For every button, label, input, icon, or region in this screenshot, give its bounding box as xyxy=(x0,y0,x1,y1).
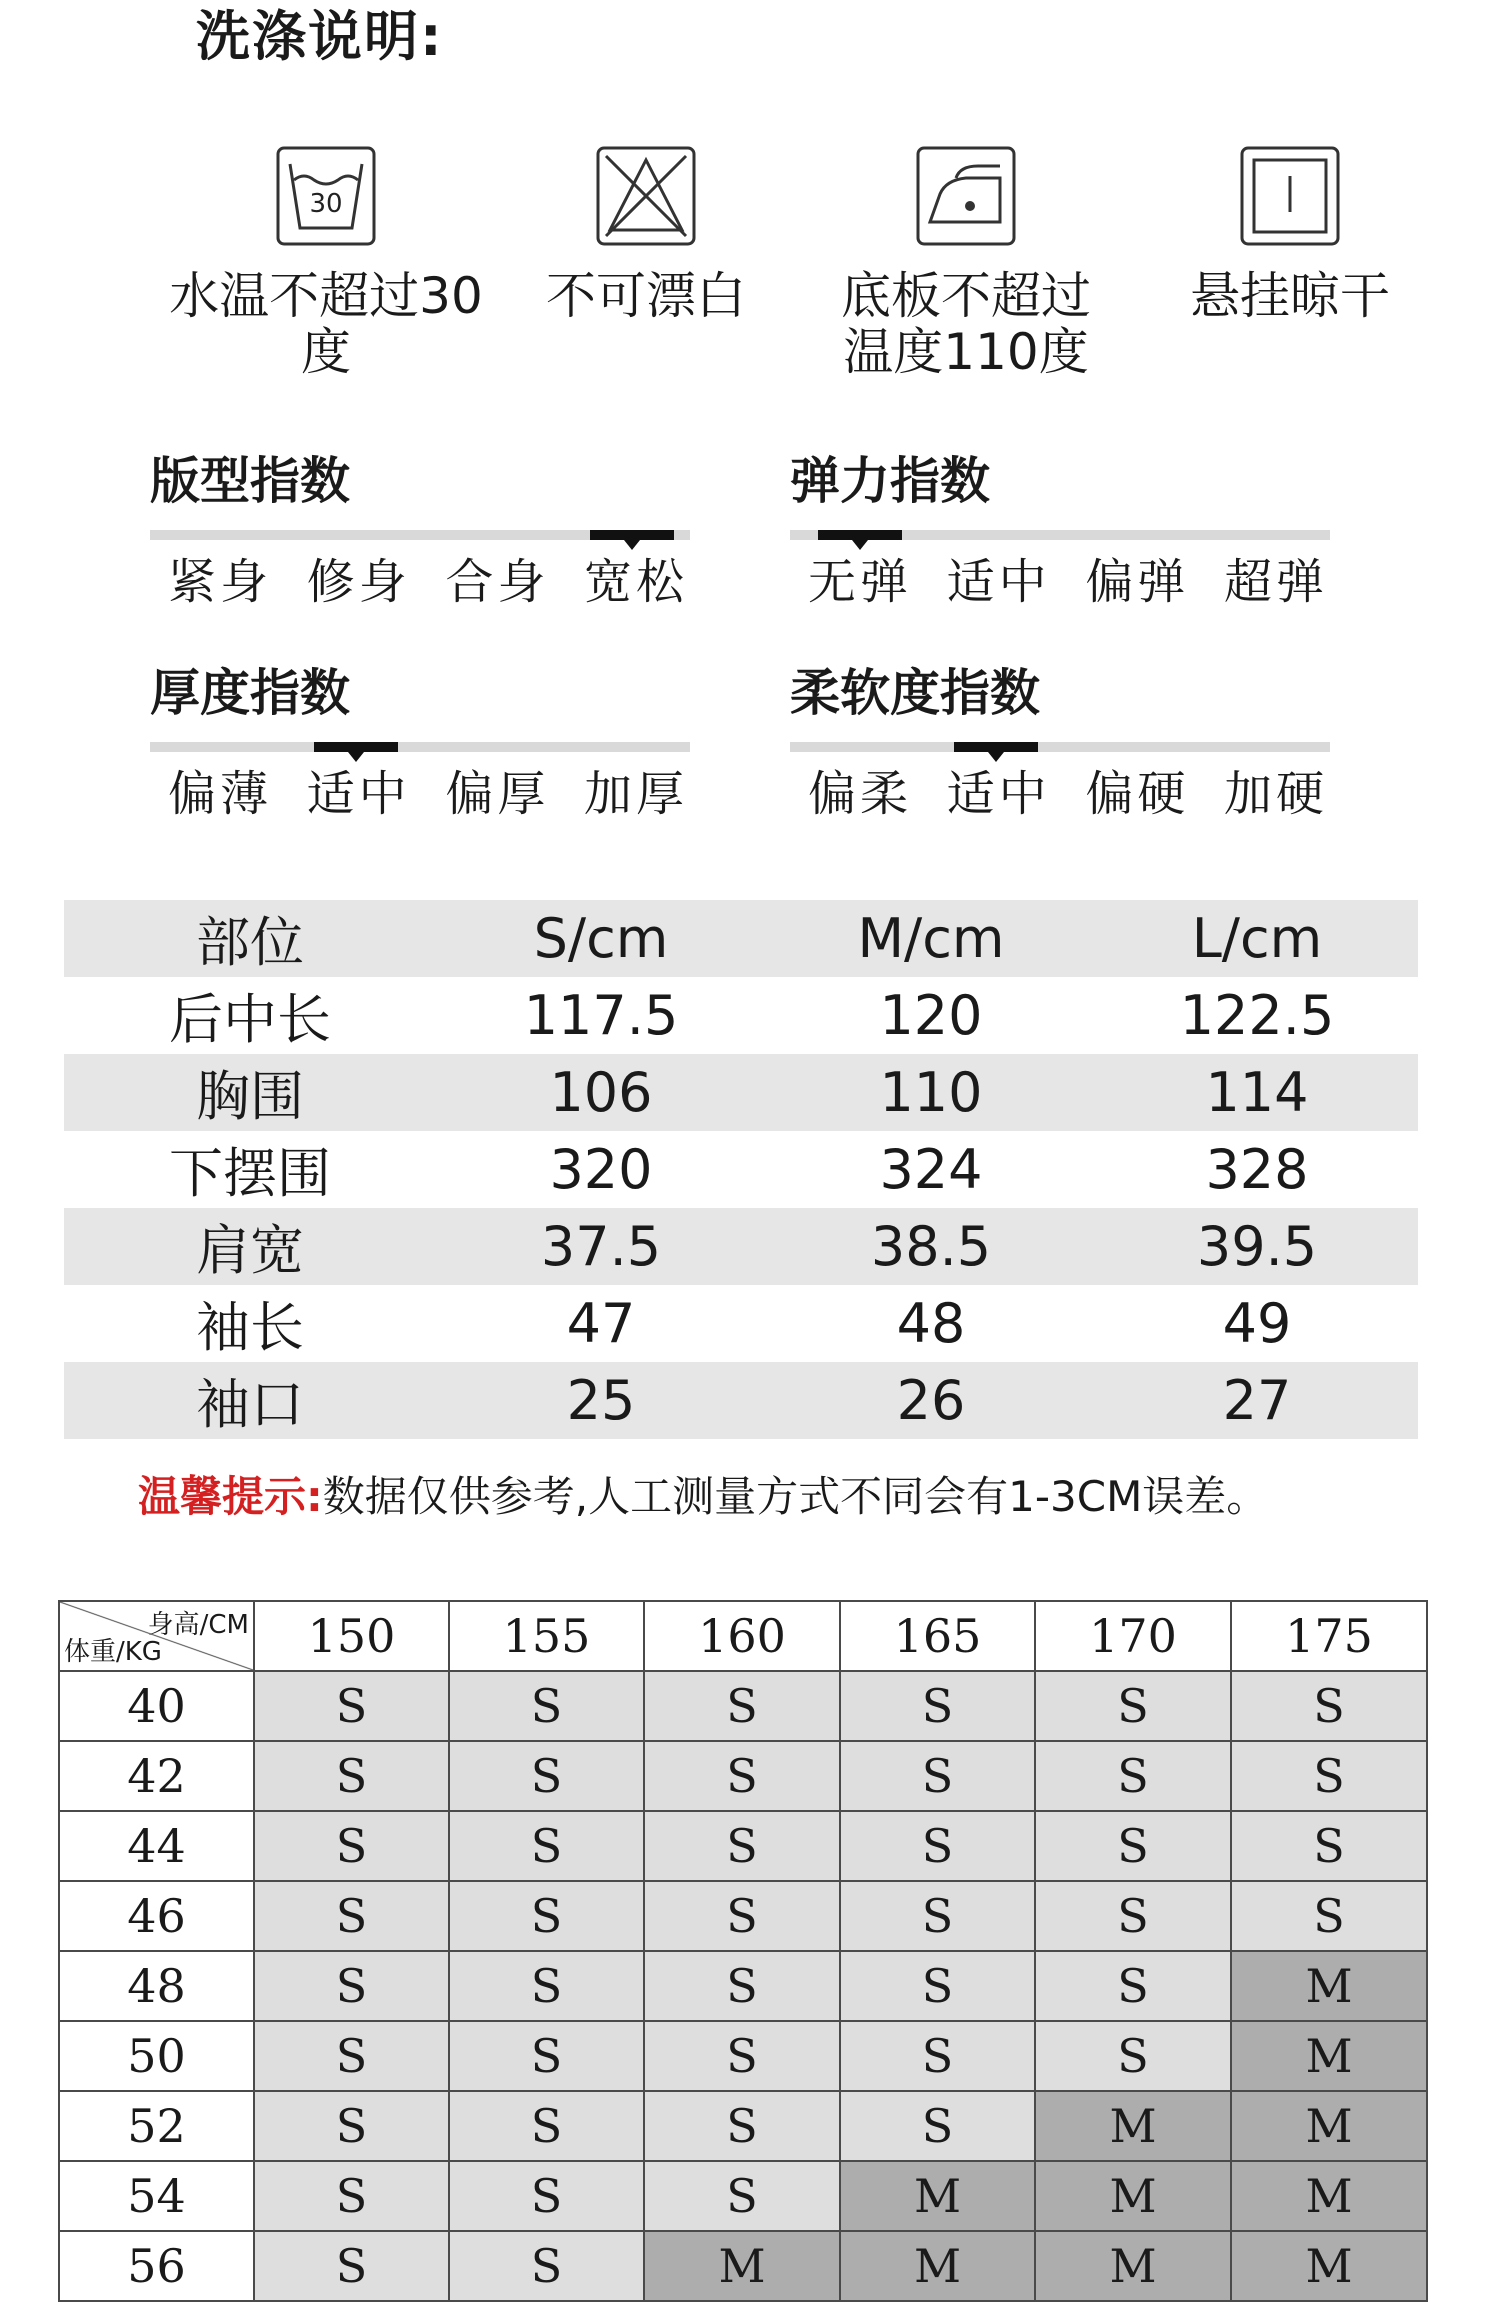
weight-label: 54 xyxy=(59,2161,254,2231)
size-cell: S xyxy=(254,1951,449,2021)
size-cell: M xyxy=(1035,2231,1231,2301)
softness-index-marker xyxy=(954,742,1038,752)
weight-label: 52 xyxy=(59,2091,254,2161)
table-cell: 120 xyxy=(879,984,983,1047)
size-cell: S xyxy=(840,1811,1035,1881)
size-cell: S xyxy=(1231,1671,1427,1741)
size-cell: S xyxy=(644,1741,840,1811)
option: 加厚 xyxy=(583,766,688,822)
weight-label: 48 xyxy=(59,1951,254,2021)
table-row xyxy=(64,1362,1418,1439)
size-cell: S xyxy=(1035,1951,1231,2021)
table-cell: 37.5 xyxy=(436,1208,766,1285)
elasticity-index-bar xyxy=(790,530,1330,540)
size-cell: S xyxy=(840,2091,1035,2161)
no-bleach-icon xyxy=(596,146,696,246)
size-cell: M xyxy=(840,2231,1035,2301)
table-cell: 110 xyxy=(766,1054,1096,1131)
size-cell: S xyxy=(449,1671,644,1741)
table-cell: 肩宽 xyxy=(64,1208,436,1285)
elasticity-index-options xyxy=(790,552,1330,612)
softness-index-options xyxy=(790,764,1330,824)
size-cell: S xyxy=(1035,1741,1231,1811)
table-row xyxy=(64,977,1418,1054)
option: 偏柔 xyxy=(808,766,913,822)
size-cell: M xyxy=(1231,2161,1427,2231)
size-cell: S xyxy=(1231,1811,1427,1881)
table-cell: 后中长 xyxy=(169,988,331,1051)
option: 修身 xyxy=(306,554,411,610)
care-label-dry: 悬挂晾干 xyxy=(1190,267,1390,325)
size-cell: S xyxy=(840,1951,1035,2021)
grid-row xyxy=(59,1881,1427,1951)
height-header: 170 xyxy=(1035,1601,1231,1671)
line-dry-icon xyxy=(1240,146,1340,246)
size-cell: M xyxy=(1035,2091,1231,2161)
height-header: 165 xyxy=(840,1601,1035,1671)
care-item-dry xyxy=(1110,146,1470,324)
size-cell: M xyxy=(1231,2021,1427,2091)
table-row xyxy=(64,1131,1418,1208)
fit-index-marker xyxy=(590,530,674,540)
fit-index-options xyxy=(150,552,690,612)
option: 超弹 xyxy=(1223,554,1328,610)
table-row xyxy=(64,1208,1418,1285)
iron-110-icon xyxy=(916,146,1016,246)
weight-label: 44 xyxy=(59,1811,254,1881)
height-header: 150 xyxy=(254,1601,449,1671)
grid-row xyxy=(59,1811,1427,1881)
thickness-index xyxy=(150,658,690,824)
table-cell: 25 xyxy=(436,1362,766,1439)
size-cell: M xyxy=(1231,2091,1427,2161)
tip-text: 数据仅供参考,人工测量方式不同会有1-3CM误差。 xyxy=(322,1472,1269,1521)
option: 偏薄 xyxy=(168,766,273,822)
size-cell: M xyxy=(644,2231,840,2301)
grid-header-row xyxy=(59,1601,1427,1671)
size-cell: S xyxy=(449,1881,644,1951)
size-cell: M xyxy=(1035,2161,1231,2231)
fit-index-title: 版型指数 xyxy=(150,452,350,510)
care-label-wash: 水温不超过30度 xyxy=(169,267,483,381)
care-title: 洗涤说明: xyxy=(196,5,444,68)
option: 偏硬 xyxy=(1085,766,1190,822)
table-cell: 106 xyxy=(436,1054,766,1131)
table-row xyxy=(64,1054,1418,1131)
column-header: 部位 xyxy=(64,900,436,977)
table-cell: 117.5 xyxy=(523,984,679,1047)
softness-index-bar xyxy=(790,742,1330,752)
size-cell: S xyxy=(840,1671,1035,1741)
table-cell: 27 xyxy=(1096,1362,1418,1439)
elasticity-index xyxy=(790,446,1330,612)
size-cell: S xyxy=(254,1741,449,1811)
measurement-tip xyxy=(138,1464,1268,1524)
size-recommendation-grid xyxy=(58,1600,1428,2302)
thickness-index-options xyxy=(150,764,690,824)
care-label-bleach: 不可漂白 xyxy=(546,267,746,325)
care-item-bleach xyxy=(466,146,826,324)
size-cell: S xyxy=(644,2021,840,2091)
wash-temperature-badge: 30 xyxy=(309,189,343,219)
weight-label: 56 xyxy=(59,2231,254,2301)
grid-row xyxy=(59,1741,1427,1811)
height-header: 175 xyxy=(1231,1601,1427,1671)
size-cell: S xyxy=(644,2091,840,2161)
grid-corner-cell xyxy=(59,1601,254,1671)
size-cell: S xyxy=(840,1741,1035,1811)
fit-index-bar xyxy=(150,530,690,540)
table-cell: 49 xyxy=(1222,1292,1292,1355)
elasticity-index-title: 弹力指数 xyxy=(790,452,990,510)
size-cell: S xyxy=(644,1951,840,2021)
size-cell: S xyxy=(1035,2021,1231,2091)
option: 偏厚 xyxy=(445,766,550,822)
option: 适中 xyxy=(946,554,1051,610)
table-cell: 114 xyxy=(1096,1054,1418,1131)
softness-index xyxy=(790,658,1330,824)
size-cell: S xyxy=(1035,1811,1231,1881)
size-cell: S xyxy=(254,2091,449,2161)
weight-label: 42 xyxy=(59,1741,254,1811)
size-cell: S xyxy=(254,2231,449,2301)
fit-index xyxy=(150,446,690,612)
table-cell: 26 xyxy=(766,1362,1096,1439)
size-cell: S xyxy=(254,1881,449,1951)
thickness-index-bar xyxy=(150,742,690,752)
size-cell: S xyxy=(449,1741,644,1811)
size-cell: M xyxy=(1231,1951,1427,2021)
column-header: S/cm xyxy=(436,900,766,977)
table-cell: 122.5 xyxy=(1179,984,1335,1047)
table-cell: 328 xyxy=(1205,1138,1309,1201)
table-cell: 胸围 xyxy=(64,1054,436,1131)
option: 宽松 xyxy=(583,554,688,610)
grid-row xyxy=(59,2091,1427,2161)
table-cell: 39.5 xyxy=(1096,1208,1418,1285)
size-cell: S xyxy=(840,1881,1035,1951)
wash-30-icon xyxy=(276,146,376,246)
grid-row xyxy=(59,1671,1427,1741)
size-table-header-row xyxy=(64,900,1418,977)
size-measurement-table xyxy=(64,900,1418,1439)
thickness-index-marker xyxy=(314,742,398,752)
care-item-iron xyxy=(786,146,1146,380)
size-cell: M xyxy=(1231,2231,1427,2301)
size-cell: S xyxy=(1035,1671,1231,1741)
option: 适中 xyxy=(946,766,1051,822)
size-cell: S xyxy=(1035,1881,1231,1951)
height-header: 155 xyxy=(449,1601,644,1671)
height-header: 160 xyxy=(644,1601,840,1671)
size-cell: M xyxy=(840,2161,1035,2231)
table-cell: 38.5 xyxy=(766,1208,1096,1285)
table-cell: 320 xyxy=(549,1138,653,1201)
option: 适中 xyxy=(306,766,411,822)
size-cell: S xyxy=(449,2021,644,2091)
size-cell: S xyxy=(644,1671,840,1741)
size-cell: S xyxy=(449,2091,644,2161)
option: 加硬 xyxy=(1223,766,1328,822)
elasticity-index-marker xyxy=(818,530,902,540)
grid-row xyxy=(59,2231,1427,2301)
column-header: L/cm xyxy=(1096,900,1418,977)
option: 紧身 xyxy=(168,554,273,610)
table-cell: 48 xyxy=(896,1292,966,1355)
option: 合身 xyxy=(445,554,550,610)
column-header: M/cm xyxy=(766,900,1096,977)
size-cell: S xyxy=(449,2161,644,2231)
size-cell: S xyxy=(254,2161,449,2231)
weight-label: 50 xyxy=(59,2021,254,2091)
grid-row xyxy=(59,1951,1427,2021)
table-cell: 324 xyxy=(879,1138,983,1201)
size-cell: S xyxy=(1231,1881,1427,1951)
option: 偏弹 xyxy=(1085,554,1190,610)
size-cell: S xyxy=(644,1811,840,1881)
size-cell: S xyxy=(449,1811,644,1881)
size-cell: S xyxy=(644,1881,840,1951)
corner-height-label: 身高/CM xyxy=(147,1610,249,1640)
table-cell: 下摆围 xyxy=(169,1142,331,1205)
softness-index-title: 柔软度指数 xyxy=(790,664,1040,722)
care-label-iron: 底板不超过 温度110度 xyxy=(841,267,1091,381)
size-cell: S xyxy=(254,1811,449,1881)
option: 无弹 xyxy=(808,554,913,610)
size-cell: S xyxy=(254,2021,449,2091)
care-item-wash xyxy=(146,146,506,380)
corner-weight-label: 体重/KG xyxy=(64,1637,162,1667)
size-cell: S xyxy=(449,1951,644,2021)
weight-label: 40 xyxy=(59,1671,254,1741)
size-cell: S xyxy=(644,2161,840,2231)
table-cell: 47 xyxy=(566,1292,636,1355)
table-cell: 袖长 xyxy=(196,1296,304,1359)
grid-row xyxy=(59,2021,1427,2091)
table-row xyxy=(64,1285,1418,1362)
weight-label: 46 xyxy=(59,1881,254,1951)
size-cell: S xyxy=(1231,1741,1427,1811)
size-cell: S xyxy=(254,1671,449,1741)
thickness-index-title: 厚度指数 xyxy=(150,664,350,722)
size-cell: S xyxy=(449,2231,644,2301)
table-cell: 袖口 xyxy=(64,1362,436,1439)
grid-row xyxy=(59,2161,1427,2231)
tip-label: 温馨提示: xyxy=(138,1472,323,1521)
size-cell: S xyxy=(840,2021,1035,2091)
